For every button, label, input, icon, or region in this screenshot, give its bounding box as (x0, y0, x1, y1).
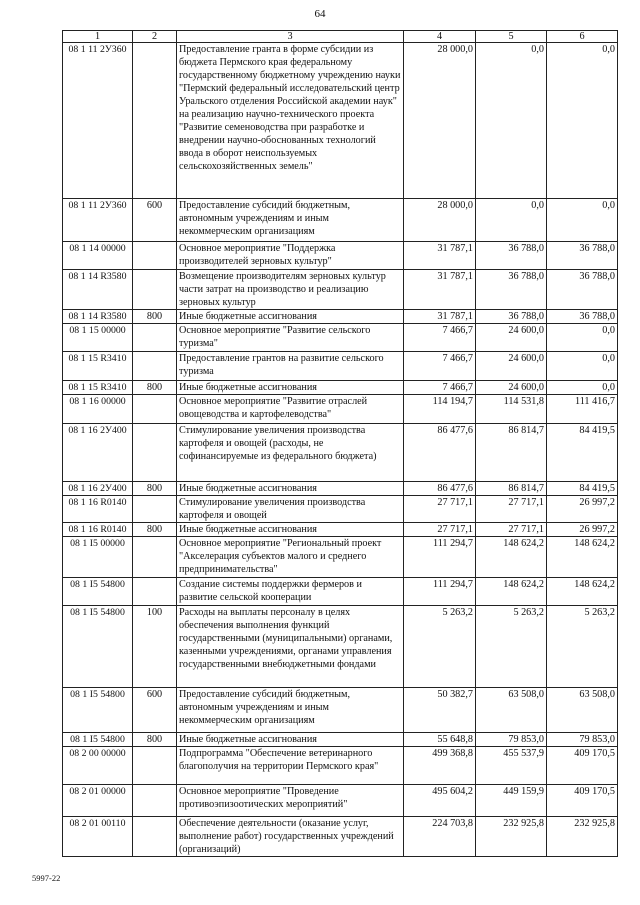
amount-col4: 499 368,8 (404, 747, 476, 785)
item-name: Основное мероприятие "Проведение противоэпизоотических мероприятий" (177, 785, 404, 817)
page-number: 64 (314, 8, 326, 20)
table-row (63, 496, 618, 523)
amount-col4: 7 466,7 (404, 381, 476, 395)
amount-col6: 36 788,0 (547, 270, 618, 310)
budget-code: 08 1 15 R3410 (63, 381, 133, 395)
amount-col4: 86 477,6 (404, 424, 476, 482)
amount-col4: 7 466,7 (404, 352, 476, 381)
expense-type: 800 (133, 381, 177, 395)
budget-code: 08 1 I5 00000 (63, 537, 133, 578)
table-row (63, 324, 618, 352)
table-row (63, 381, 618, 395)
amount-col6: 36 788,0 (547, 242, 618, 270)
item-name: Иные бюджетные ассигнования (177, 523, 404, 537)
amount-col5: 27 717,1 (476, 496, 547, 523)
budget-code: 08 1 14 00000 (63, 242, 133, 270)
column-number-row (63, 31, 618, 43)
item-name: Иные бюджетные ассигнования (177, 310, 404, 324)
table-row (63, 43, 618, 199)
item-name: Предоставление субсидий бюджетным, автономным учреждениям и иным некоммерческим организациям (177, 688, 404, 733)
expense-type (133, 496, 177, 523)
expense-type (133, 747, 177, 785)
amount-col5: 0,0 (476, 199, 547, 242)
column-number: 4 (404, 31, 476, 43)
amount-col4: 50 382,7 (404, 688, 476, 733)
budget-code: 08 1 14 R3580 (63, 310, 133, 324)
amount-col6: 409 170,5 (547, 785, 618, 817)
amount-col4: 31 787,1 (404, 270, 476, 310)
budget-code: 08 1 16 R0140 (63, 523, 133, 537)
table-row (63, 688, 618, 733)
item-name: Расходы на выплаты персоналу в целях обеспечения выполнения функций государственными (муниципальными) органами, казенными учреждениями, органами управления государственными внебюджетными фондами (177, 606, 404, 688)
amount-col5: 24 600,0 (476, 352, 547, 381)
amount-col5: 63 508,0 (476, 688, 547, 733)
amount-col5: 24 600,0 (476, 381, 547, 395)
amount-col4: 5 263,2 (404, 606, 476, 688)
budget-code: 08 1 11 2У360 (63, 199, 133, 242)
column-number: 3 (177, 31, 404, 43)
item-name: Предоставление грантов на развитие сельского туризма (177, 352, 404, 381)
table-row (63, 270, 618, 310)
amount-col5: 148 624,2 (476, 578, 547, 606)
budget-code: 08 1 I5 54800 (63, 606, 133, 688)
column-number: 2 (133, 31, 177, 43)
amount-col5: 148 624,2 (476, 537, 547, 578)
expense-type (133, 43, 177, 199)
expense-type (133, 242, 177, 270)
amount-col4: 28 000,0 (404, 199, 476, 242)
amount-col4: 111 294,7 (404, 578, 476, 606)
table-row (63, 733, 618, 747)
budget-code: 08 1 15 R3410 (63, 352, 133, 381)
amount-col6: 232 925,8 (547, 817, 618, 857)
amount-col5: 36 788,0 (476, 242, 547, 270)
amount-col6: 26 997,2 (547, 496, 618, 523)
expense-type: 100 (133, 606, 177, 688)
amount-col5: 0,0 (476, 43, 547, 199)
amount-col5: 86 814,7 (476, 424, 547, 482)
amount-col6: 148 624,2 (547, 537, 618, 578)
expense-type: 800 (133, 523, 177, 537)
table-body (63, 43, 618, 857)
item-name: Подпрограмма "Обеспечение ветеринарного благополучия на территории Пермского края" (177, 747, 404, 785)
amount-col6: 84 419,5 (547, 482, 618, 496)
item-name: Основное мероприятие "Поддержка производителей зерновых культур" (177, 242, 404, 270)
amount-col4: 27 717,1 (404, 496, 476, 523)
budget-code: 08 1 I5 54800 (63, 688, 133, 733)
amount-col6: 26 997,2 (547, 523, 618, 537)
budget-code: 08 1 16 2У400 (63, 424, 133, 482)
amount-col4: 495 604,2 (404, 785, 476, 817)
amount-col5: 449 159,9 (476, 785, 547, 817)
amount-col6: 148 624,2 (547, 578, 618, 606)
expense-type (133, 324, 177, 352)
column-number: 5 (476, 31, 547, 43)
table-row (63, 395, 618, 424)
amount-col5: 5 263,2 (476, 606, 547, 688)
budget-code: 08 1 I5 54800 (63, 578, 133, 606)
amount-col4: 55 648,8 (404, 733, 476, 747)
amount-col6: 111 416,7 (547, 395, 618, 424)
table-row (63, 578, 618, 606)
amount-col5: 455 537,9 (476, 747, 547, 785)
item-name: Создание системы поддержки фермеров и развитие сельской кооперации (177, 578, 404, 606)
item-name: Иные бюджетные ассигнования (177, 482, 404, 496)
item-name: Стимулирование увеличения производства картофеля и овощей (177, 496, 404, 523)
amount-col5: 232 925,8 (476, 817, 547, 857)
table-row (63, 785, 618, 817)
table-row (63, 747, 618, 785)
amount-col6: 5 263,2 (547, 606, 618, 688)
expense-type: 600 (133, 199, 177, 242)
column-number: 1 (63, 31, 133, 43)
amount-col4: 31 787,1 (404, 242, 476, 270)
amount-col5: 27 717,1 (476, 523, 547, 537)
budget-code: 08 1 14 R3580 (63, 270, 133, 310)
expense-type (133, 395, 177, 424)
expense-type: 600 (133, 688, 177, 733)
amount-col4: 27 717,1 (404, 523, 476, 537)
amount-col5: 36 788,0 (476, 270, 547, 310)
item-name: Основное мероприятие "Региональный проект "Акселерация субъектов малого и среднего предпринимательства" (177, 537, 404, 578)
budget-code: 08 2 01 00110 (63, 817, 133, 857)
expense-type (133, 270, 177, 310)
amount-col5: 86 814,7 (476, 482, 547, 496)
expense-type (133, 817, 177, 857)
budget-code: 08 2 00 00000 (63, 747, 133, 785)
table-row (63, 606, 618, 688)
budget-code: 08 1 15 00000 (63, 324, 133, 352)
amount-col4: 86 477,6 (404, 482, 476, 496)
column-number: 6 (547, 31, 618, 43)
amount-col4: 7 466,7 (404, 324, 476, 352)
item-name: Иные бюджетные ассигнования (177, 733, 404, 747)
item-name: Обеспечение деятельности (оказание услуг, выполнение работ) государственных учреждений (организаций) (177, 817, 404, 857)
amount-col6: 0,0 (547, 324, 618, 352)
expense-type: 800 (133, 310, 177, 324)
expense-type (133, 785, 177, 817)
expense-type (133, 424, 177, 482)
table-row (63, 199, 618, 242)
budget-code: 08 1 16 2У400 (63, 482, 133, 496)
amount-col6: 84 419,5 (547, 424, 618, 482)
amount-col6: 79 853,0 (547, 733, 618, 747)
amount-col6: 0,0 (547, 352, 618, 381)
item-name: Возмещение производителям зерновых культур части затрат на производство и реализацию зерновых культур (177, 270, 404, 310)
budget-code: 08 2 01 00000 (63, 785, 133, 817)
budget-code: 08 1 16 00000 (63, 395, 133, 424)
table-row (63, 352, 618, 381)
amount-col6: 409 170,5 (547, 747, 618, 785)
item-name: Основное мероприятие "Развитие сельского туризма" (177, 324, 404, 352)
item-name: Предоставление субсидий бюджетным, автономным учреждениям и иным некоммерческим организациям (177, 199, 404, 242)
amount-col4: 28 000,0 (404, 43, 476, 199)
budget-table (62, 30, 618, 857)
table-row (63, 242, 618, 270)
expense-type (133, 352, 177, 381)
amount-col4: 114 194,7 (404, 395, 476, 424)
item-name: Основное мероприятие "Развитие отраслей овощеводства и картофелеводства" (177, 395, 404, 424)
expense-type: 800 (133, 733, 177, 747)
amount-col4: 111 294,7 (404, 537, 476, 578)
amount-col5: 36 788,0 (476, 310, 547, 324)
table-row (63, 523, 618, 537)
table-row (63, 310, 618, 324)
budget-code: 08 1 11 2У360 (63, 43, 133, 199)
amount-col5: 114 531,8 (476, 395, 547, 424)
amount-col5: 79 853,0 (476, 733, 547, 747)
expense-type: 800 (133, 482, 177, 496)
table-row (63, 537, 618, 578)
amount-col4: 224 703,8 (404, 817, 476, 857)
amount-col6: 0,0 (547, 381, 618, 395)
item-name: Стимулирование увеличения производства картофеля и овощей (расходы, не софинансируемые из федерального бюджета) (177, 424, 404, 482)
table-row (63, 424, 618, 482)
item-name: Иные бюджетные ассигнования (177, 381, 404, 395)
expense-type (133, 578, 177, 606)
amount-col4: 31 787,1 (404, 310, 476, 324)
expense-type (133, 537, 177, 578)
amount-col6: 36 788,0 (547, 310, 618, 324)
budget-code: 08 1 I5 54800 (63, 733, 133, 747)
amount-col6: 0,0 (547, 43, 618, 199)
table-row (63, 482, 618, 496)
amount-col6: 0,0 (547, 199, 618, 242)
amount-col5: 24 600,0 (476, 324, 547, 352)
item-name: Предоставление гранта в форме субсидии из бюджета Пермского края федеральному государственному бюджетному учреждению науки "Пермский федеральный исследовательский центр Уральского отделения Российской академии наук" на реализацию научно-технического проекта "Развитие семеноводства при разработке и внедрении научно-обоснованных технологий ввода в оборот неиспользуемых сельскохозяйственных земель" (177, 43, 404, 199)
amount-col6: 63 508,0 (547, 688, 618, 733)
budget-code: 08 1 16 R0140 (63, 496, 133, 523)
table-row (63, 817, 618, 857)
document-code: 5997-22 (32, 873, 61, 883)
